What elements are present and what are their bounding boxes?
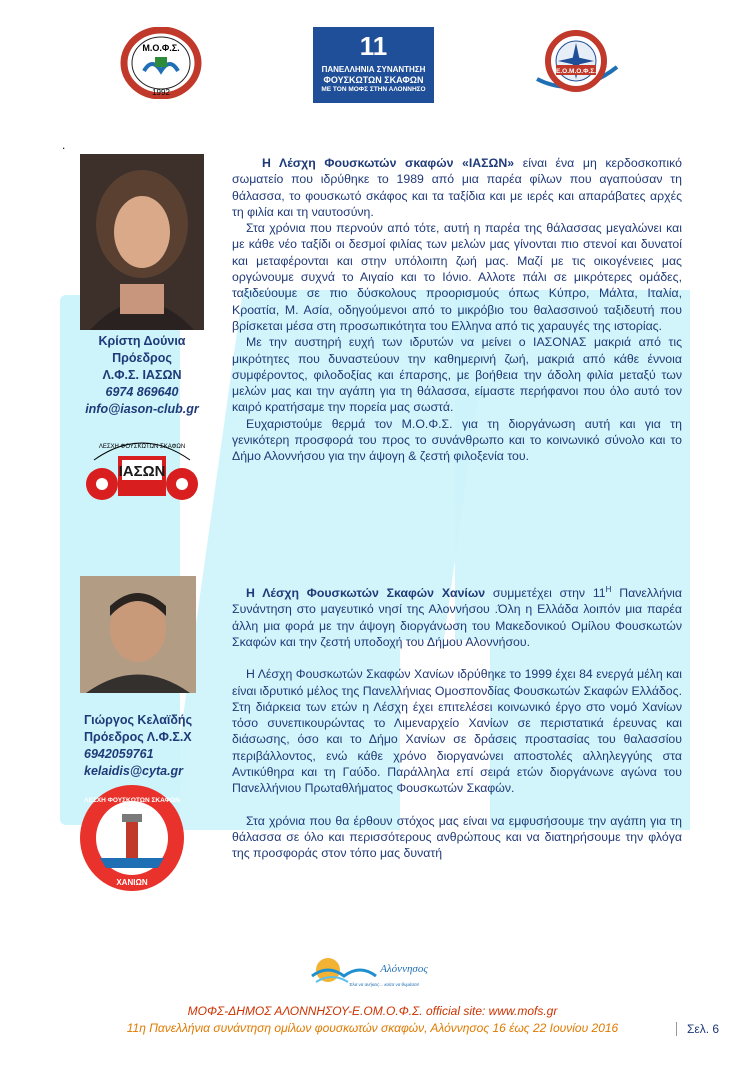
mofs-year: 1992 <box>152 88 170 97</box>
contact-card-dounia <box>80 333 204 418</box>
email-link[interactable]: info@iason-club.gr <box>85 402 199 416</box>
chania-paragraph-1: Πανελλήνια Συνάντηση στο μαγευτικό νησί της Αλοννήσου .Όλη η Ελλάδα λοιπόν μια παρέα άλλη μια φορά με την άψογη διοργάνωση του Μακεδονικού Ομίλου Φουσκωτών Σκαφών και την ζεστή υποδοχή του Δήμου Αλοννήσου. <box>232 586 682 649</box>
chania-club-badge <box>78 784 186 893</box>
iason-paragraph-1: είναι ένα μη κερδοσκοπικό σωματείο που ιδρύθηκε το 1989 από μια παρέα φίλων που αγαπούσαν τη θάλασσα, το φουσκωτό σκάφος και τα ταξίδια και με ιερές και απαράβατες αρχές τη φιλία και τη ναυτοσύνη. <box>232 156 682 219</box>
club-name: Λ.Φ.Σ. ΙΑΣΩΝ <box>102 368 182 382</box>
meeting-logo-line3: ΜΕ ΤΟΝ ΜΟΦΣ ΣΤΗΝ ΑΛΟΝΝΗΣΟ <box>321 86 426 93</box>
meeting-logo-line2: ΦΟΥΣΚΩΤΩΝ ΣΚΑΦΩΝ <box>323 75 424 85</box>
stray-dot: . <box>62 138 66 152</box>
iason-paragraph-4: Ευχαριστούμε θερμά τον Μ.Ο.Φ.Σ. για τη διοργάνωση αυτή και για τη γενικότερη προσφορά του προς το συνάνθρωπο και το κοινωνικό σύνολο και το Δήμο Αλοννήσου για την άψογη & ζεστή φιλοξενία του. <box>232 416 682 464</box>
ordinal-superscript: Η <box>605 585 612 594</box>
person-name: Γιώργος Κελαϊδής <box>84 713 193 727</box>
email-link[interactable]: kelaidis@cyta.gr <box>84 764 184 778</box>
iason-article <box>232 155 682 465</box>
mofs-letters: Μ.Ο.Φ.Σ. <box>142 43 180 53</box>
eomofs-logo <box>531 27 621 99</box>
eomofs-text: Ε.Ο.Μ.Ο.Φ.Σ. <box>556 68 596 75</box>
chania-paragraph-2: Η Λέσχη Φουσκωτών Σκαφών Χανίων ιδρύθηκε το 1999 έχει 84 ενεργά μέλη και είναι ιδρυτικό μέλος της Πανελλήνιας Ομοσπονδίας Φουσκωτών Σκαφών Ελλάδος. Στη διάρκεια των ετών η Λέσχη έχει επιτελέσει κοινωνικό έργο στο νομό Χανίων τόσο συνεπικουρώντας το Λιμεναρχείο Χανίων σε περιστατικά έρευνας και διάσωσης, όσο και το Δήμο Χανίων σε δράσεις προστασίας του θαλασσίου περιβάλλοντος, ενώ κάθε χρόνο διοργανώνει αποστολές αλληλεγγύης στα Αντικύθηρα και τη Γαύδο. Παράλληλα επί σειρά ετών διοργάνωνε αγώνα του Πανελλήνιου Πρωταθλήματος Φουσκωτών Σκαφών. <box>232 667 682 796</box>
iason-badge-ring: ΛΕΣΧΗ ΦΟΥΣΚΩΤΩΝ ΣΚΑΦΩΝ <box>98 444 186 450</box>
chania-paragraph-1-mid: συμμετέχει στην 11 <box>485 586 606 601</box>
iason-paragraph-2: Στα χρόνια που περνούν από τότε, αυτή η παρέα της θάλασσας μεγαλώνει και με κάθε νέο ταξίδι οι δεσμοί φιλίας των μελών μας γίνονται πιο στενοί και δυνατοί και μεταφέρονται και στην υπόλοιπη ζωή μας. Μαζί με τις οικογένειες μας οργώνουμε συχνά το Αιγαίο και το Ιόνιο. Αλλοτε πάλι σε μικρότερες ομάδες, ταξιδεύουμε σε πιο δύσκολους προορισμούς όπως Κύπρο, Μάλτα, Ιταλία, Κροατία, Μ. Ασία, οδηγούμενοι από το μικρόβιο του θαλασσινού ταξιδευτή που βρίσκεται μέσα στη προσωπικότητα του Ελληνα από τις χαραυγές της ιστορίας. <box>232 221 682 333</box>
chania-intro-bold: Η Λέσχη Φουσκωτών Σκαφών Χανίων <box>246 586 486 601</box>
phone-number: 6974 869640 <box>105 385 179 399</box>
footer-line-1: ΜΟΦΣ-ΔΗΜΟΣ ΑΛΟΝΝΗΣΟΥ-Ε.ΟΜ.Ο.Φ.Σ. official site: www.mofs.gr <box>187 1004 558 1018</box>
portrait-photo-dounia <box>80 154 204 330</box>
person-role: Πρόεδρος <box>112 351 172 365</box>
meeting-logo-line1: ΠΑΝΕΛΛΗΝΙΑ ΣΥΝΑΝΤΗΣΗ <box>321 65 426 74</box>
alonissos-logo-tagline: Έλα να ανήκεις... κοίτα να θυμάσαι! <box>349 982 419 987</box>
iason-club-badge <box>80 430 204 506</box>
person-role: Πρόεδρος Λ.Φ.Σ.Χ <box>84 730 192 744</box>
iason-paragraph-3: Με την αυστηρή ευχή των ιδρυτών να μείνει ο ΙΑΣΟΝΑΣ μακριά από τις μικρότητες που δυναστεύουν την καθημερινή ζωή, μακριά από κάθε έννοια συμφέροντος, φιλοδοξίας και έπαρσης, με βοήθεια την άδολη φιλία μεταξύ των μελών μας και την αγάπη για τη θάλασσα, είμαστε περήφανοι που όλο αυτό τον καιρό κρατήσαμε την πορεία μας σωστά. <box>232 335 682 415</box>
portrait-photo-kelaidis <box>80 576 196 693</box>
iason-intro-bold: Η Λέσχη Φουσκωτών σκαφών «ΙΑΣΩΝ» <box>262 156 515 170</box>
alonissos-logo <box>306 950 442 994</box>
chania-badge-bottom: ΧΑΝΙΩΝ <box>116 878 148 887</box>
chania-paragraph-3: Στα χρόνια που θα έρθουν στόχος μας είναι να εμφυσήσουμε την αγάπη για τη θάλασσα σε όλο και περισσότερους ανθρώπους και να διατηρήσουμε την φλόγα της προσφοράς στον τόπο μας δυνατή <box>232 813 682 861</box>
iason-badge-name: ΙΑΣΩΝ <box>118 463 166 480</box>
meeting-logo: 11 ΠΑΝΕΛΛΗΝΙΑ ΣΥΝΑΝΤΗΣΗ ΦΟΥΣΚΩΤΩΝ ΣΚΑΦΩΝ ΜΕ ΤΟΝ ΜΟΦΣ ΣΤΗΝ ΑΛΟΝΝΗΣΟ <box>313 27 434 103</box>
mofs-logo <box>120 27 202 99</box>
contact-card-kelaidis <box>84 712 214 780</box>
chania-article <box>232 582 682 862</box>
footer-line-2: 11η Πανελλήνια συνάντηση ομίλων φουσκωτών σκαφών, Αλόννησος 16 έως 22 Ιουνίου 2016 <box>126 1021 619 1035</box>
alonissos-logo-text: Αλόννησος <box>380 963 428 975</box>
page-number: Σελ. 6 <box>676 1022 745 1036</box>
person-name: Κρίστη Δούνια <box>98 334 186 348</box>
chania-badge-ring: ΛΕΣΧΗ ΦΟΥΣΚΩΤΩΝ ΣΚΑΦΩΝ <box>84 797 180 804</box>
phone-number: 6942059761 <box>84 747 154 761</box>
